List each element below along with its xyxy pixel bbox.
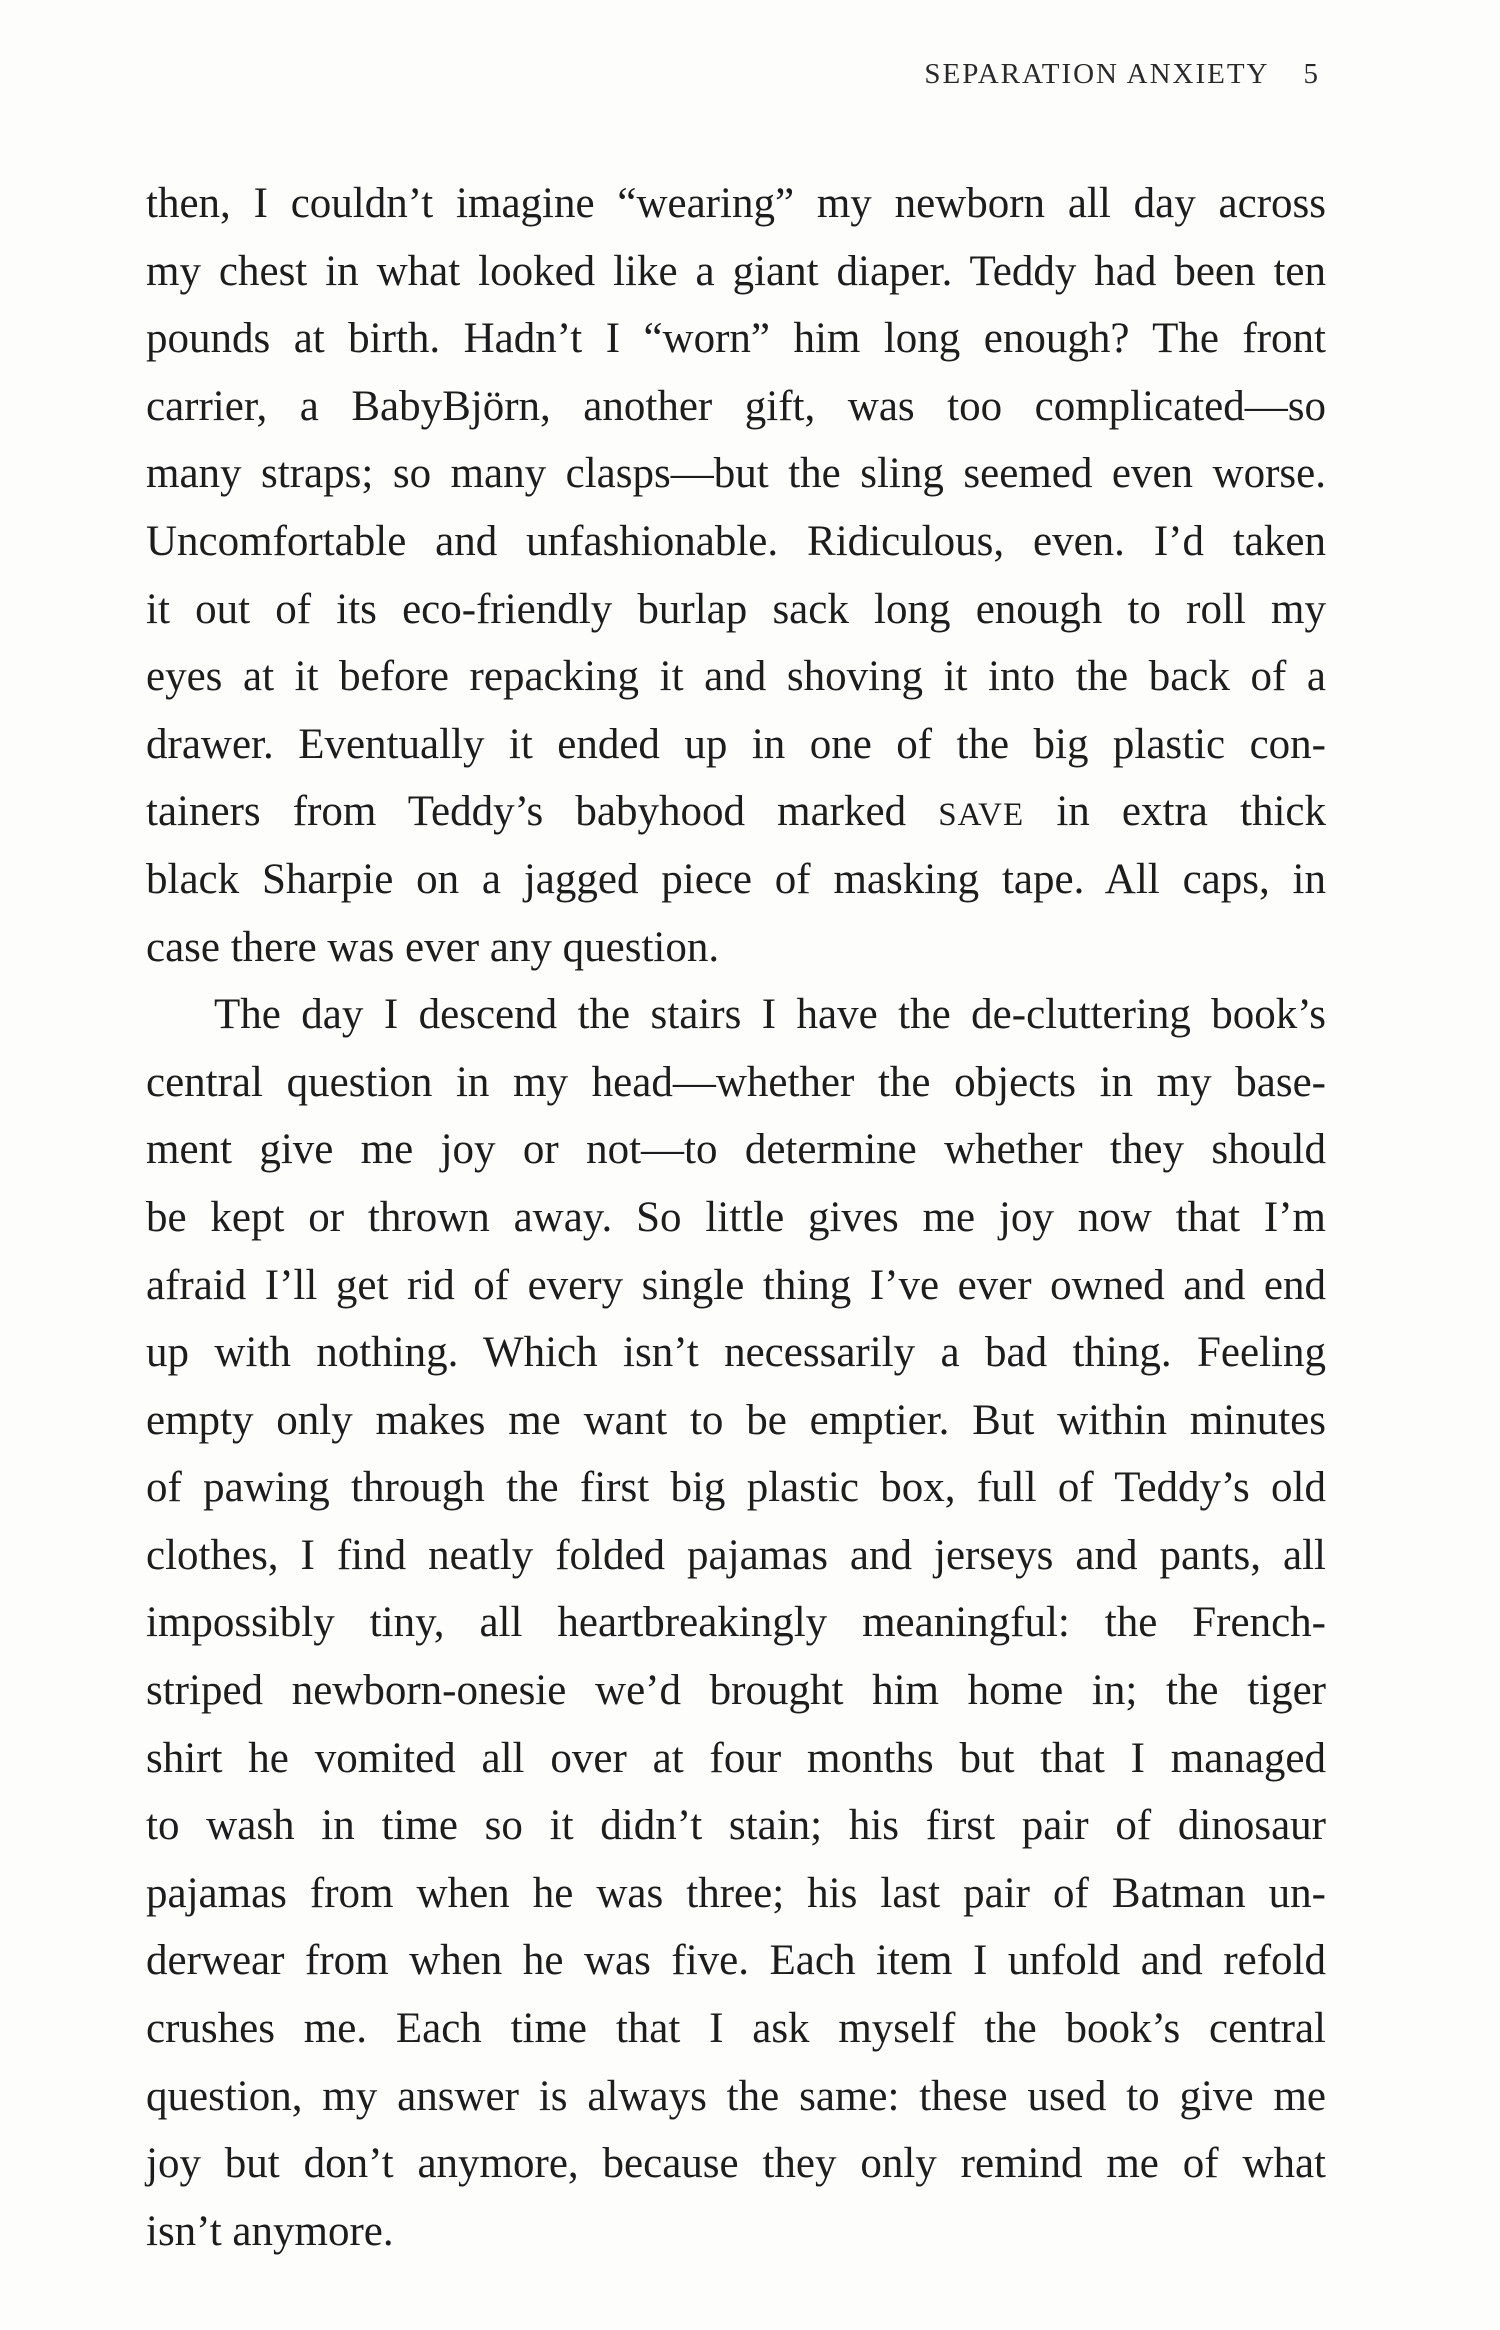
- text-line: up with nothing. Which isn’t necessarily a bad thing. Feeling: [146, 1329, 1326, 1377]
- text-line: The day I descend the stairs I have the de-cluttering book’s: [214, 991, 1326, 1039]
- page-number: 5: [1303, 58, 1320, 90]
- text-line: afraid I’ll get rid of every single thing I’ve ever owned and end: [146, 1261, 1326, 1309]
- smallcaps-word: SAVE: [938, 797, 1025, 834]
- text-line: of pawing through the first big plastic box, full of Teddy’s old: [146, 1464, 1326, 1512]
- chapter-title: SEPARATION ANXIETY: [924, 58, 1270, 90]
- text-line: carrier, a BabyBjörn, another gift, was too complicated—so: [146, 382, 1326, 430]
- text-line: ment give me joy or not—to determine whether they should: [146, 1126, 1326, 1174]
- text-line: pounds at birth. Hadn’t I “worn” him long enough? The front: [146, 315, 1326, 363]
- text-line: isn’t anymore.: [146, 2207, 394, 2255]
- text-line: many straps; so many clasps—but the sling seemed even worse.: [146, 450, 1326, 498]
- text-line: to wash in time so it didn’t stain; his first pair of dinosaur: [146, 1802, 1326, 1850]
- text-line: [146, 778, 1326, 846]
- text-line: impossibly tiny, all heartbreakingly meaningful: the French-: [146, 1599, 1326, 1647]
- text-line: question, my answer is always the same: these used to give me: [146, 2072, 1326, 2120]
- text-line: be kept or thrown away. So little gives me joy now that I’m: [146, 1193, 1326, 1241]
- paragraph-2: [146, 981, 1326, 2265]
- body-text: [146, 170, 1326, 2265]
- paragraph-1: [146, 170, 1326, 981]
- text-line: shirt he vomited all over at four months but that I managed: [146, 1734, 1326, 1782]
- running-header: [924, 58, 1320, 91]
- text-line: it out of its eco-friendly burlap sack long enough to roll my: [146, 585, 1326, 633]
- text-line: drawer. Eventually it ended up in one of the big plastic con-: [146, 720, 1326, 768]
- text-line: clothes, I find neatly folded pajamas and jerseys and pants, all: [146, 1531, 1326, 1579]
- text-line: case there was ever any question.: [146, 923, 720, 971]
- text-segment: in extra thick: [1024, 788, 1326, 836]
- text-line: striped newborn-onesie we’d brought him home in; the tiger: [146, 1667, 1326, 1715]
- text-line: central question in my head—whether the objects in my base-: [146, 1058, 1326, 1106]
- text-line: then, I couldn’t imagine “wearing” my newborn all day across: [146, 180, 1326, 227]
- text-line: eyes at it before repacking it and shoving it into the back of a: [146, 653, 1326, 701]
- text-line: Uncomfortable and unfashionable. Ridiculous, even. I’d taken: [146, 517, 1326, 565]
- text-line: crushes me. Each time that I ask myself the book’s central: [146, 2005, 1326, 2053]
- text-line: empty only makes me want to be emptier. But within minutes: [146, 1396, 1326, 1444]
- text-line: pajamas from when he was three; his last pair of Batman un-: [146, 1869, 1326, 1917]
- text-line: derwear from when he was five. Each item I unfold and refold: [146, 1937, 1326, 1985]
- text-line: my chest in what looked like a giant diaper. Teddy had been ten: [146, 247, 1326, 295]
- text-line: joy but don’t anymore, because they only remind me of what: [146, 2140, 1326, 2188]
- text-segment: tainers from Teddy’s babyhood marked: [146, 788, 939, 836]
- text-line: black Sharpie on a jagged piece of masking tape. All caps, in: [146, 855, 1326, 903]
